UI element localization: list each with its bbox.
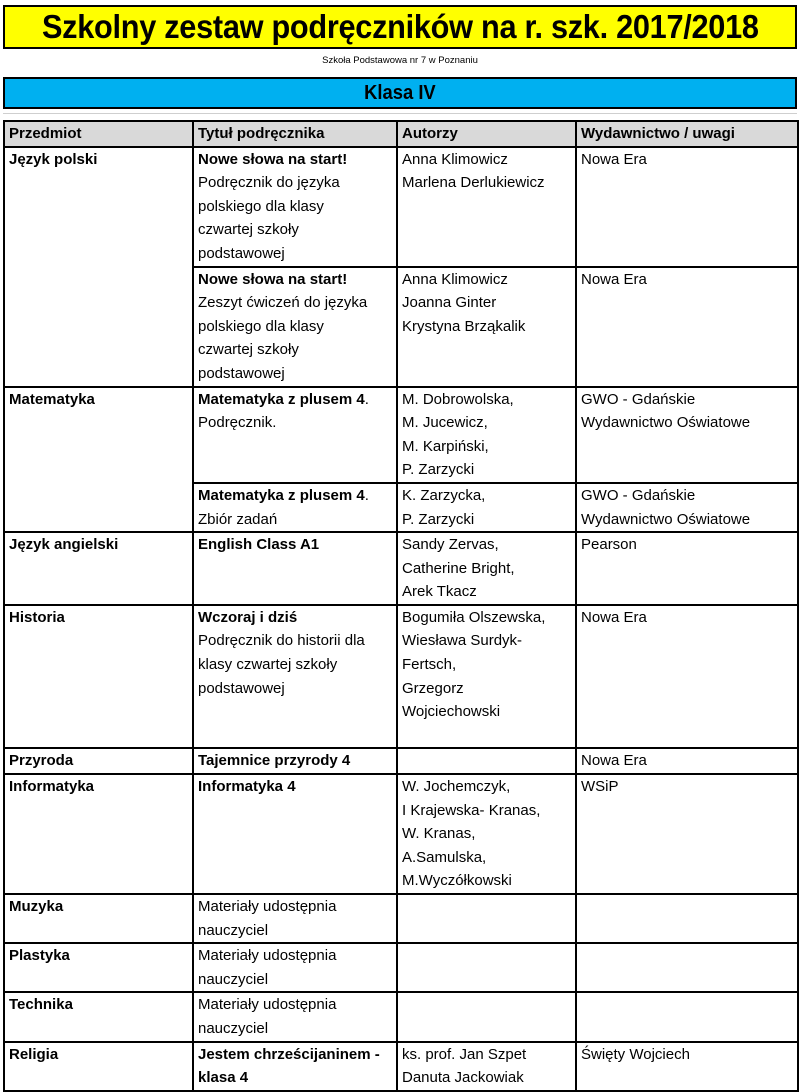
book-description-line: nauczyciel xyxy=(198,970,269,988)
book-title-bold: klasa 4 xyxy=(198,1069,249,1087)
book-title-line xyxy=(198,484,392,508)
author-name: A.Samulska, xyxy=(402,848,487,866)
table-row xyxy=(4,774,798,894)
subject-name: Historia xyxy=(9,608,65,626)
publisher-cell xyxy=(576,894,798,943)
book-title-bold: English Class A1 xyxy=(198,536,320,554)
title-cell xyxy=(193,147,397,267)
column-header-title: Tytuł podręcznika xyxy=(193,121,397,147)
title-cell xyxy=(193,605,397,749)
publisher-name: GWO - Gdańskie xyxy=(581,390,696,408)
column-header-subject: Przedmiot xyxy=(4,121,193,147)
author-name: Danuta Jackowiak xyxy=(402,1069,524,1087)
publisher-name: Święty Wojciech xyxy=(581,1045,690,1063)
table-row xyxy=(4,748,798,774)
publisher-name: WSiP xyxy=(581,778,619,796)
author-name: Joanna Ginter xyxy=(402,294,497,312)
separator-line xyxy=(3,113,797,114)
table-row xyxy=(4,894,798,943)
class-banner xyxy=(3,77,797,109)
author-name: Catherine Bright, xyxy=(402,559,515,577)
publisher-name: Wydawnictwo Oświatowe xyxy=(581,414,751,432)
subject-name: Muzyka xyxy=(9,898,64,915)
subject-name: Przyroda xyxy=(9,752,74,770)
book-title-bold: Wczoraj i dziś xyxy=(198,608,298,626)
authors-cell xyxy=(397,894,576,943)
book-description-line: klasy czwartej szkoły xyxy=(198,656,338,674)
publisher-cell xyxy=(576,532,798,605)
subject-cell xyxy=(4,774,193,894)
title-cell xyxy=(193,267,397,387)
book-title-line xyxy=(198,749,392,773)
title-cell xyxy=(193,387,397,483)
book-title-bold: Tajemnice przyrody 4 xyxy=(198,752,351,770)
publisher-cell xyxy=(576,748,798,774)
book-title-bold: Informatyka 4 xyxy=(198,778,296,796)
book-title-bold: Nowe słowa na start! xyxy=(198,270,348,288)
author-name: W. Kranas, xyxy=(402,825,476,843)
publisher-name: GWO - Gdańskie xyxy=(581,486,696,504)
publisher-cell xyxy=(576,1042,798,1091)
table-row xyxy=(4,387,798,483)
publisher-cell xyxy=(576,387,798,483)
author-name: Anna Klimowicz xyxy=(402,270,508,288)
subject-name: Język angielski xyxy=(9,536,119,554)
book-description-line: czwartej szkoły xyxy=(198,221,299,239)
author-name: M. Jucewicz, xyxy=(402,414,488,432)
publisher-cell xyxy=(576,992,798,1041)
author-name: Bogumiła Olszewska, xyxy=(402,608,546,626)
author-name: M.Wyczółkowski xyxy=(402,872,512,890)
school-name: Szkoła Podstawowa nr 7 w Poznaniu xyxy=(322,55,478,66)
authors-cell xyxy=(397,387,576,483)
book-description-line: Podręcznik. xyxy=(198,414,277,432)
book-title-bold: Jestem chrześcijaninem - xyxy=(198,1045,380,1063)
title-cell xyxy=(193,532,397,605)
table-row xyxy=(4,992,798,1041)
book-description-line: Materiały udostępnia xyxy=(198,947,337,965)
book-title-line xyxy=(198,388,392,412)
publisher-cell xyxy=(576,605,798,749)
author-name: Wiesława Surdyk- xyxy=(402,632,523,650)
author-name: Arek Tkacz xyxy=(402,583,477,601)
table-row xyxy=(4,605,798,749)
authors-cell xyxy=(397,267,576,387)
book-title-line xyxy=(198,268,392,292)
author-name: Krystyna Brząkalik xyxy=(402,317,526,335)
subject-name: Plastyka xyxy=(9,947,70,965)
author-name: M. Karpiński, xyxy=(402,437,489,455)
publisher-name: Nowa Era xyxy=(581,150,647,168)
book-title-line xyxy=(198,148,392,172)
authors-cell xyxy=(397,483,576,532)
class-label: Klasa IV xyxy=(364,81,436,104)
book-description-line: Podręcznik do języka xyxy=(198,174,340,192)
title-cell xyxy=(193,483,397,532)
author-name: W. Jochemczyk, xyxy=(402,778,511,796)
authors-cell xyxy=(397,748,576,774)
book-description-line: podstawowej xyxy=(198,244,285,262)
table-row xyxy=(4,943,798,992)
textbook-table xyxy=(3,120,799,1092)
publisher-cell xyxy=(576,483,798,532)
table-body xyxy=(4,147,798,1091)
book-description-line: podstawowej xyxy=(198,679,285,697)
book-description-line: podstawowej xyxy=(198,364,285,382)
author-name: Anna Klimowicz xyxy=(402,150,508,168)
subject-name: Język polski xyxy=(9,150,98,168)
publisher-name: Nowa Era xyxy=(581,270,647,288)
book-description-line: Zbiór zadań xyxy=(198,510,278,528)
author-name: M. Dobrowolska, xyxy=(402,390,514,408)
book-description-line: Podręcznik do historii dla xyxy=(198,632,365,650)
blank-line xyxy=(402,724,571,748)
book-title-bold: Matematyka z plusem 4 xyxy=(198,390,365,408)
publisher-cell xyxy=(576,147,798,267)
publisher-cell xyxy=(576,267,798,387)
subject-cell xyxy=(4,1042,193,1091)
subject-name: Religia xyxy=(9,1045,59,1063)
column-header-authors: Autorzy xyxy=(397,121,576,147)
title-cell xyxy=(193,992,397,1041)
publisher-name: Nowa Era xyxy=(581,608,647,626)
book-title-suffix: . xyxy=(364,390,369,408)
author-name: Fertsch, xyxy=(402,656,457,674)
book-title-line xyxy=(198,606,392,630)
book-title-line xyxy=(198,533,392,557)
table-row xyxy=(4,147,798,267)
subject-cell xyxy=(4,943,193,992)
book-description-line: Materiały udostępnia xyxy=(198,996,337,1014)
book-title-bold: Matematyka z plusem 4 xyxy=(198,486,365,504)
title-cell xyxy=(193,1042,397,1091)
author-name: P. Zarzycki xyxy=(402,461,475,479)
subject-name: Technika xyxy=(9,996,73,1014)
title-cell xyxy=(193,774,397,894)
publisher-name: Wydawnictwo Oświatowe xyxy=(581,510,751,528)
authors-cell xyxy=(397,147,576,267)
author-name: Sandy Zervas, xyxy=(402,536,499,554)
author-name: P. Zarzycki xyxy=(402,510,475,528)
authors-cell xyxy=(397,532,576,605)
publisher-cell xyxy=(576,943,798,992)
publisher-name: Nowa Era xyxy=(581,752,647,770)
book-description-line: polskiego dla klasy xyxy=(198,317,324,335)
book-title-suffix: . xyxy=(364,486,369,504)
book-title-line xyxy=(198,775,392,799)
author-name: Grzegorz xyxy=(402,679,464,697)
subject-cell xyxy=(4,532,193,605)
author-name: Wojciechowski xyxy=(402,703,501,721)
author-name: Marlena Derlukiewicz xyxy=(402,174,545,192)
title-banner xyxy=(3,5,797,49)
book-description-line: Materiały udostępnia xyxy=(198,898,337,915)
subject-cell xyxy=(4,605,193,749)
subject-cell xyxy=(4,387,193,533)
authors-cell xyxy=(397,774,576,894)
subject-cell xyxy=(4,147,193,387)
column-header-publisher: Wydawnictwo / uwagi xyxy=(576,121,798,147)
book-description-line: nauczyciel xyxy=(198,1019,269,1037)
authors-cell xyxy=(397,605,576,749)
title-cell xyxy=(193,943,397,992)
author-name: ks. prof. Jan Szpet xyxy=(402,1045,527,1063)
table-row xyxy=(4,532,798,605)
book-title-bold: Nowe słowa na start! xyxy=(198,150,348,168)
subject-cell xyxy=(4,894,193,943)
subject-name: Matematyka xyxy=(9,390,95,408)
author-name: I Krajewska- Kranas, xyxy=(402,801,541,819)
title-cell xyxy=(193,894,397,943)
book-description-line: nauczyciel xyxy=(198,921,269,939)
authors-cell xyxy=(397,992,576,1041)
table-row xyxy=(4,1042,798,1091)
subject-name: Informatyka xyxy=(9,778,95,796)
author-name: K. Zarzycka, xyxy=(402,486,486,504)
table-header-row xyxy=(4,121,798,147)
page-title: Szkolny zestaw podręczników na r. szk. 2017/2018 xyxy=(41,8,759,45)
subject-cell xyxy=(4,748,193,774)
authors-cell xyxy=(397,943,576,992)
book-description-line: Zeszyt ćwiczeń do języka xyxy=(198,294,368,312)
book-description-line: polskiego dla klasy xyxy=(198,197,324,215)
book-description-line: czwartej szkoły xyxy=(198,341,299,359)
authors-cell xyxy=(397,1042,576,1091)
subject-cell xyxy=(4,992,193,1041)
title-cell xyxy=(193,748,397,774)
publisher-cell xyxy=(576,774,798,894)
publisher-name: Pearson xyxy=(581,536,637,554)
